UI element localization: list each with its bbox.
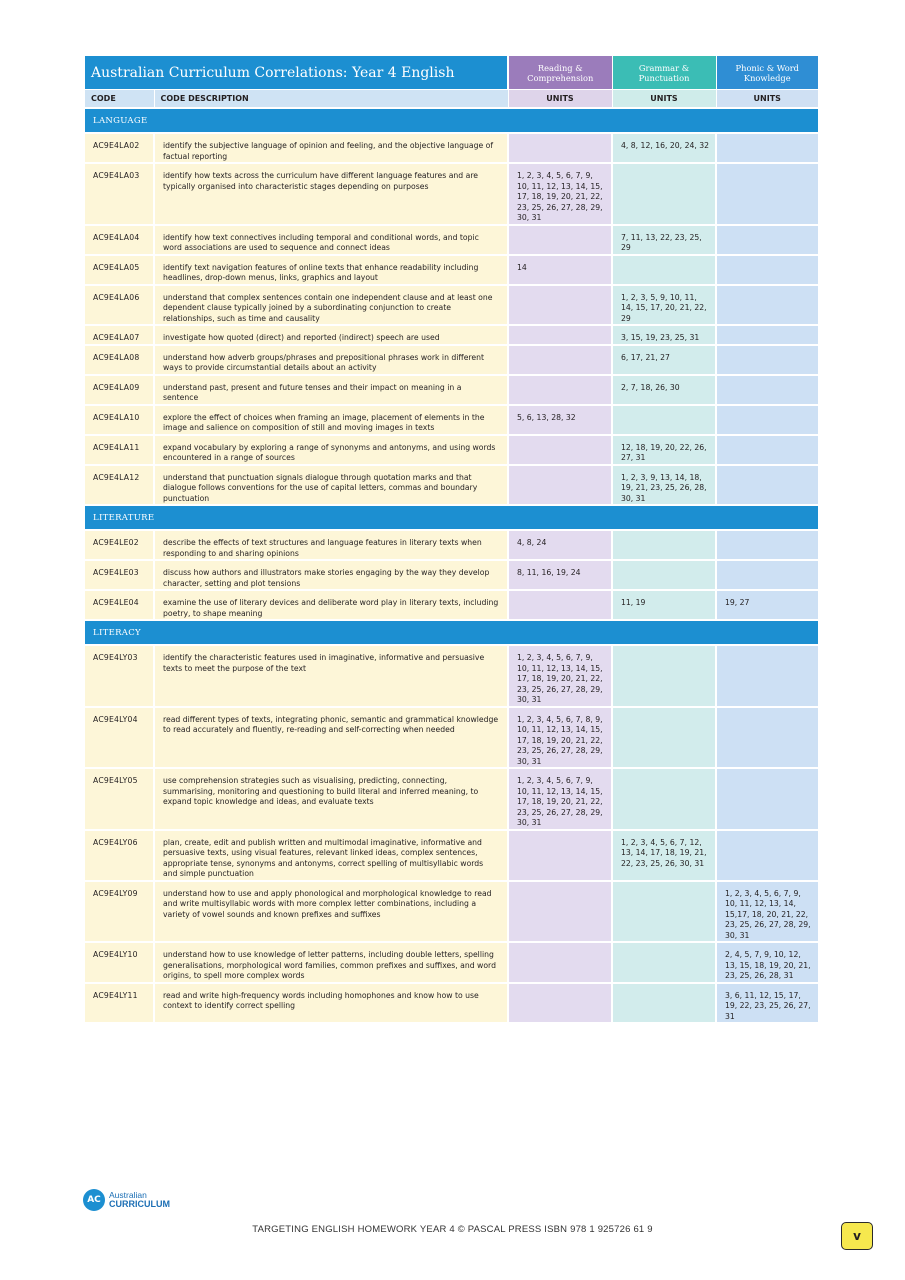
units-phonic-cell bbox=[716, 163, 818, 225]
section-title: LITERACY bbox=[85, 620, 818, 645]
code-cell: AC9E4LY04 bbox=[85, 707, 154, 769]
section-title: LANGUAGE bbox=[85, 108, 818, 133]
description-cell: understand past, present and future tenses and their impact on meaning in a sentence bbox=[154, 375, 508, 405]
units-reading-cell bbox=[508, 375, 612, 405]
units-grammar-cell bbox=[612, 983, 716, 1023]
code-cell: AC9E4LE04 bbox=[85, 590, 154, 620]
code-cell: AC9E4LA07 bbox=[85, 325, 154, 345]
units-grammar-cell bbox=[612, 530, 716, 560]
units-reading-cell bbox=[508, 942, 612, 983]
table-row bbox=[85, 435, 818, 465]
units-grammar-cell: 11, 19 bbox=[612, 590, 716, 620]
code-cell: AC9E4LY05 bbox=[85, 768, 154, 830]
section-header bbox=[85, 620, 818, 645]
logo-line2: CURRICULUM bbox=[109, 1199, 170, 1209]
units-reading-cell bbox=[508, 325, 612, 345]
code-cell: AC9E4LY09 bbox=[85, 881, 154, 943]
description-cell: plan, create, edit and publish written and multimodal imaginative, informative and persuasive texts, using visual features, relevant linked ideas, complex sentences, appropriate tense, synonyms and antonyms, correct spelling of multisyllabic words and simple punctuation bbox=[154, 830, 508, 881]
table-title: Australian Curriculum Correlations: Year 4 English bbox=[85, 56, 508, 90]
logo-line1: Australian bbox=[109, 1190, 147, 1200]
table-row bbox=[85, 983, 818, 1023]
units-phonic-cell bbox=[716, 465, 818, 506]
units-reading-cell bbox=[508, 133, 612, 163]
category-header-grammar bbox=[612, 56, 716, 90]
correlation-table-container bbox=[85, 56, 818, 1022]
code-cell: AC9E4LA08 bbox=[85, 345, 154, 375]
code-cell: AC9E4LA05 bbox=[85, 255, 154, 285]
column-header-units-reading: UNITS bbox=[508, 90, 612, 109]
units-phonic-cell bbox=[716, 133, 818, 163]
table-row bbox=[85, 830, 818, 881]
units-grammar-cell bbox=[612, 255, 716, 285]
description-cell: understand that punctuation signals dialogue through quotation marks and that dialogue follows conventions for the use of capital letters, commas and boundary punctuation bbox=[154, 465, 508, 506]
code-cell: AC9E4LA12 bbox=[85, 465, 154, 506]
units-reading-cell bbox=[508, 435, 612, 465]
footer-text: TARGETING ENGLISH HOMEWORK YEAR 4 © PASCAL PRESS ISBN 978 1 925726 61 9 bbox=[252, 1224, 653, 1235]
code-cell: AC9E4LA09 bbox=[85, 375, 154, 405]
table-row bbox=[85, 645, 818, 707]
code-cell: AC9E4LE02 bbox=[85, 530, 154, 560]
units-reading-cell bbox=[508, 830, 612, 881]
units-phonic-cell bbox=[716, 707, 818, 769]
units-phonic-cell bbox=[716, 325, 818, 345]
australian-curriculum-logo bbox=[83, 1189, 193, 1215]
category-grammar-line2: Punctuation bbox=[638, 72, 690, 83]
column-header-code: CODE bbox=[85, 90, 154, 109]
units-reading-cell bbox=[508, 225, 612, 255]
table-row bbox=[85, 942, 818, 983]
page-number: v bbox=[841, 1222, 873, 1250]
units-grammar-cell: 1, 2, 3, 5, 9, 10, 11, 14, 15, 17, 20, 21, 22, 29 bbox=[612, 285, 716, 326]
code-cell: AC9E4LY06 bbox=[85, 830, 154, 881]
column-header-units-phonic: UNITS bbox=[716, 90, 818, 109]
table-body bbox=[85, 108, 818, 1022]
units-grammar-cell: 3, 15, 19, 23, 25, 31 bbox=[612, 325, 716, 345]
units-grammar-cell: 1, 2, 3, 4, 5, 6, 7, 12, 13, 14, 17, 18, 19, 21, 22, 23, 25, 26, 30, 31 bbox=[612, 830, 716, 881]
code-cell: AC9E4LA02 bbox=[85, 133, 154, 163]
units-grammar-cell: 2, 7, 18, 26, 30 bbox=[612, 375, 716, 405]
table-row bbox=[85, 560, 818, 590]
description-cell: examine the use of literary devices and deliberate word play in literary texts, including poetry, to shape meaning bbox=[154, 590, 508, 620]
description-cell: understand how to use and apply phonological and morphological knowledge to read and write multisyllabic words with more complex letter combinations, including a variety of vowel sounds and known prefixes and suffixes bbox=[154, 881, 508, 943]
category-phonic-line1: Phonic & Word bbox=[735, 62, 799, 73]
section-header bbox=[85, 505, 818, 530]
units-phonic-cell bbox=[716, 225, 818, 255]
units-phonic-cell bbox=[716, 375, 818, 405]
description-cell: identify text navigation features of online texts that enhance readability including headlines, drop-down menus, links, graphics and layout bbox=[154, 255, 508, 285]
units-grammar-cell: 7, 11, 13, 22, 23, 25, 29 bbox=[612, 225, 716, 255]
code-cell: AC9E4LE03 bbox=[85, 560, 154, 590]
code-cell: AC9E4LA11 bbox=[85, 435, 154, 465]
units-phonic-cell bbox=[716, 285, 818, 326]
units-phonic-cell bbox=[716, 530, 818, 560]
description-cell: investigate how quoted (direct) and reported (indirect) speech are used bbox=[154, 325, 508, 345]
units-reading-cell bbox=[508, 465, 612, 506]
table-row bbox=[85, 465, 818, 506]
table-row bbox=[85, 225, 818, 255]
units-phonic-cell: 19, 27 bbox=[716, 590, 818, 620]
units-phonic-cell bbox=[716, 830, 818, 881]
code-cell: AC9E4LY03 bbox=[85, 645, 154, 707]
units-reading-cell: 1, 2, 3, 4, 5, 6, 7, 8, 9, 10, 11, 12, 13, 14, 15, 17, 18, 19, 20, 21, 22, 23, 25, 26, 27, 28, 29, 30, 31 bbox=[508, 707, 612, 769]
description-cell: explore the effect of choices when framing an image, placement of elements in the image and salience on composition of still and moving images in texts bbox=[154, 405, 508, 435]
units-reading-cell: 1, 2, 3, 4, 5, 6, 7, 9, 10, 11, 12, 13, 14, 15, 17, 18, 19, 20, 21, 22, 23, 25, 26, 27, 28, 29, 30, 31 bbox=[508, 768, 612, 830]
code-cell: AC9E4LA03 bbox=[85, 163, 154, 225]
category-header-reading bbox=[508, 56, 612, 90]
description-cell: describe the effects of text structures and language features in literary texts when responding to and sharing opinions bbox=[154, 530, 508, 560]
units-phonic-cell bbox=[716, 768, 818, 830]
units-phonic-cell: 2, 4, 5, 7, 9, 10, 12, 13, 15, 18, 19, 20, 21, 23, 25, 26, 28, 31 bbox=[716, 942, 818, 983]
units-grammar-cell bbox=[612, 707, 716, 769]
category-phonic-line2: Knowledge bbox=[743, 72, 791, 83]
code-cell: AC9E4LY11 bbox=[85, 983, 154, 1023]
table-row bbox=[85, 405, 818, 435]
units-grammar-cell: 1, 2, 3, 9, 13, 14, 18, 19, 21, 23, 25, 26, 28, 30, 31 bbox=[612, 465, 716, 506]
table-row bbox=[85, 133, 818, 163]
code-cell: AC9E4LA04 bbox=[85, 225, 154, 255]
description-cell: expand vocabulary by exploring a range of synonyms and antonyms, and using words encountered in a range of sources bbox=[154, 435, 508, 465]
units-phonic-cell bbox=[716, 560, 818, 590]
units-phonic-cell bbox=[716, 345, 818, 375]
units-reading-cell bbox=[508, 345, 612, 375]
category-reading-line2: Comprehension bbox=[527, 72, 594, 83]
logo-text bbox=[109, 1191, 170, 1209]
units-reading-cell: 4, 8, 24 bbox=[508, 530, 612, 560]
units-phonic-cell: 3, 6, 11, 12, 15, 17, 19, 22, 23, 25, 26, 27, 31 bbox=[716, 983, 818, 1023]
units-reading-cell bbox=[508, 285, 612, 326]
units-phonic-cell bbox=[716, 255, 818, 285]
units-grammar-cell bbox=[612, 942, 716, 983]
code-cell: AC9E4LA06 bbox=[85, 285, 154, 326]
units-phonic-cell: 1, 2, 3, 4, 5, 6, 7, 9, 10, 11, 12, 13, 14, 15,17, 18, 20, 21, 22, 23, 25, 26, 27, 28, 29, 30, 31 bbox=[716, 881, 818, 943]
section-title: LITERATURE bbox=[85, 505, 818, 530]
units-phonic-cell bbox=[716, 435, 818, 465]
units-grammar-cell: 4, 8, 12, 16, 20, 24, 32 bbox=[612, 133, 716, 163]
units-reading-cell: 1, 2, 3, 4, 5, 6, 7, 9, 10, 11, 12, 13, 14, 15, 17, 18, 19, 20, 21, 22, 23, 25, 26, 27, 28, 29, 30, 31 bbox=[508, 163, 612, 225]
ac-badge-icon: AC bbox=[83, 1189, 105, 1211]
units-reading-cell bbox=[508, 881, 612, 943]
units-grammar-cell bbox=[612, 645, 716, 707]
table-row bbox=[85, 255, 818, 285]
table-row bbox=[85, 325, 818, 345]
table-row bbox=[85, 881, 818, 943]
section-header bbox=[85, 108, 818, 133]
category-grammar-line1: Grammar & bbox=[638, 62, 690, 73]
units-reading-cell: 5, 6, 13, 28, 32 bbox=[508, 405, 612, 435]
units-reading-cell: 1, 2, 3, 4, 5, 6, 7, 9, 10, 11, 12, 13, 14, 15, 17, 18, 19, 20, 21, 22, 23, 25, 26, 27, 28, 29, 30, 31 bbox=[508, 645, 612, 707]
units-grammar-cell bbox=[612, 560, 716, 590]
description-cell: understand how adverb groups/phrases and prepositional phrases work in different ways to provide circumstantial details about an activity bbox=[154, 345, 508, 375]
units-reading-cell bbox=[508, 983, 612, 1023]
description-cell: read and write high-frequency words including homophones and know how to use context to identify correct spelling bbox=[154, 983, 508, 1023]
description-cell: identify the characteristic features used in imaginative, informative and persuasive texts to meet the purpose of the text bbox=[154, 645, 508, 707]
category-header-phonic bbox=[716, 56, 818, 90]
column-header-units-grammar: UNITS bbox=[612, 90, 716, 109]
units-grammar-cell bbox=[612, 881, 716, 943]
units-grammar-cell bbox=[612, 768, 716, 830]
description-cell: identify how texts across the curriculum have different language features and are typically organised into characteristic stages depending on purposes bbox=[154, 163, 508, 225]
units-grammar-cell: 6, 17, 21, 27 bbox=[612, 345, 716, 375]
column-header-description: CODE DESCRIPTION bbox=[154, 90, 508, 109]
table-row bbox=[85, 530, 818, 560]
units-reading-cell: 8, 11, 16, 19, 24 bbox=[508, 560, 612, 590]
table-row bbox=[85, 345, 818, 375]
table-row bbox=[85, 163, 818, 225]
units-grammar-cell: 12, 18, 19, 20, 22, 26, 27, 31 bbox=[612, 435, 716, 465]
category-reading-line1: Reading & bbox=[537, 62, 583, 73]
units-phonic-cell bbox=[716, 405, 818, 435]
table-row bbox=[85, 707, 818, 769]
units-phonic-cell bbox=[716, 645, 818, 707]
units-reading-cell bbox=[508, 590, 612, 620]
table-row bbox=[85, 768, 818, 830]
correlation-table bbox=[85, 56, 818, 1022]
description-cell: read different types of texts, integrating phonic, semantic and grammatical knowledge to read accurately and fluently, re-reading and self-correcting when needed bbox=[154, 707, 508, 769]
description-cell: use comprehension strategies such as visualising, predicting, connecting, summarising, monitoring and questioning to build literal and inferred meaning, to expand topic knowledge and ideas, and evaluate texts bbox=[154, 768, 508, 830]
units-grammar-cell bbox=[612, 163, 716, 225]
table-row bbox=[85, 590, 818, 620]
description-cell: discuss how authors and illustrators make stories engaging by the way they develop character, setting and plot tensions bbox=[154, 560, 508, 590]
description-cell: understand how to use knowledge of letter patterns, including double letters, spelling generalisations, morphological word families, common prefixes and suffixes, and word origins, to spell more complex words bbox=[154, 942, 508, 983]
table-row bbox=[85, 285, 818, 326]
description-cell: understand that complex sentences contain one independent clause and at least one dependent clause typically joined by a subordinating conjunction to create relationships, such as time and causality bbox=[154, 285, 508, 326]
code-cell: AC9E4LA10 bbox=[85, 405, 154, 435]
code-cell: AC9E4LY10 bbox=[85, 942, 154, 983]
units-reading-cell: 14 bbox=[508, 255, 612, 285]
description-cell: identify the subjective language of opinion and feeling, and the objective language of factual reporting bbox=[154, 133, 508, 163]
description-cell: identify how text connectives including temporal and conditional words, and topic word associations are used to sequence and connect ideas bbox=[154, 225, 508, 255]
units-grammar-cell bbox=[612, 405, 716, 435]
table-row bbox=[85, 375, 818, 405]
